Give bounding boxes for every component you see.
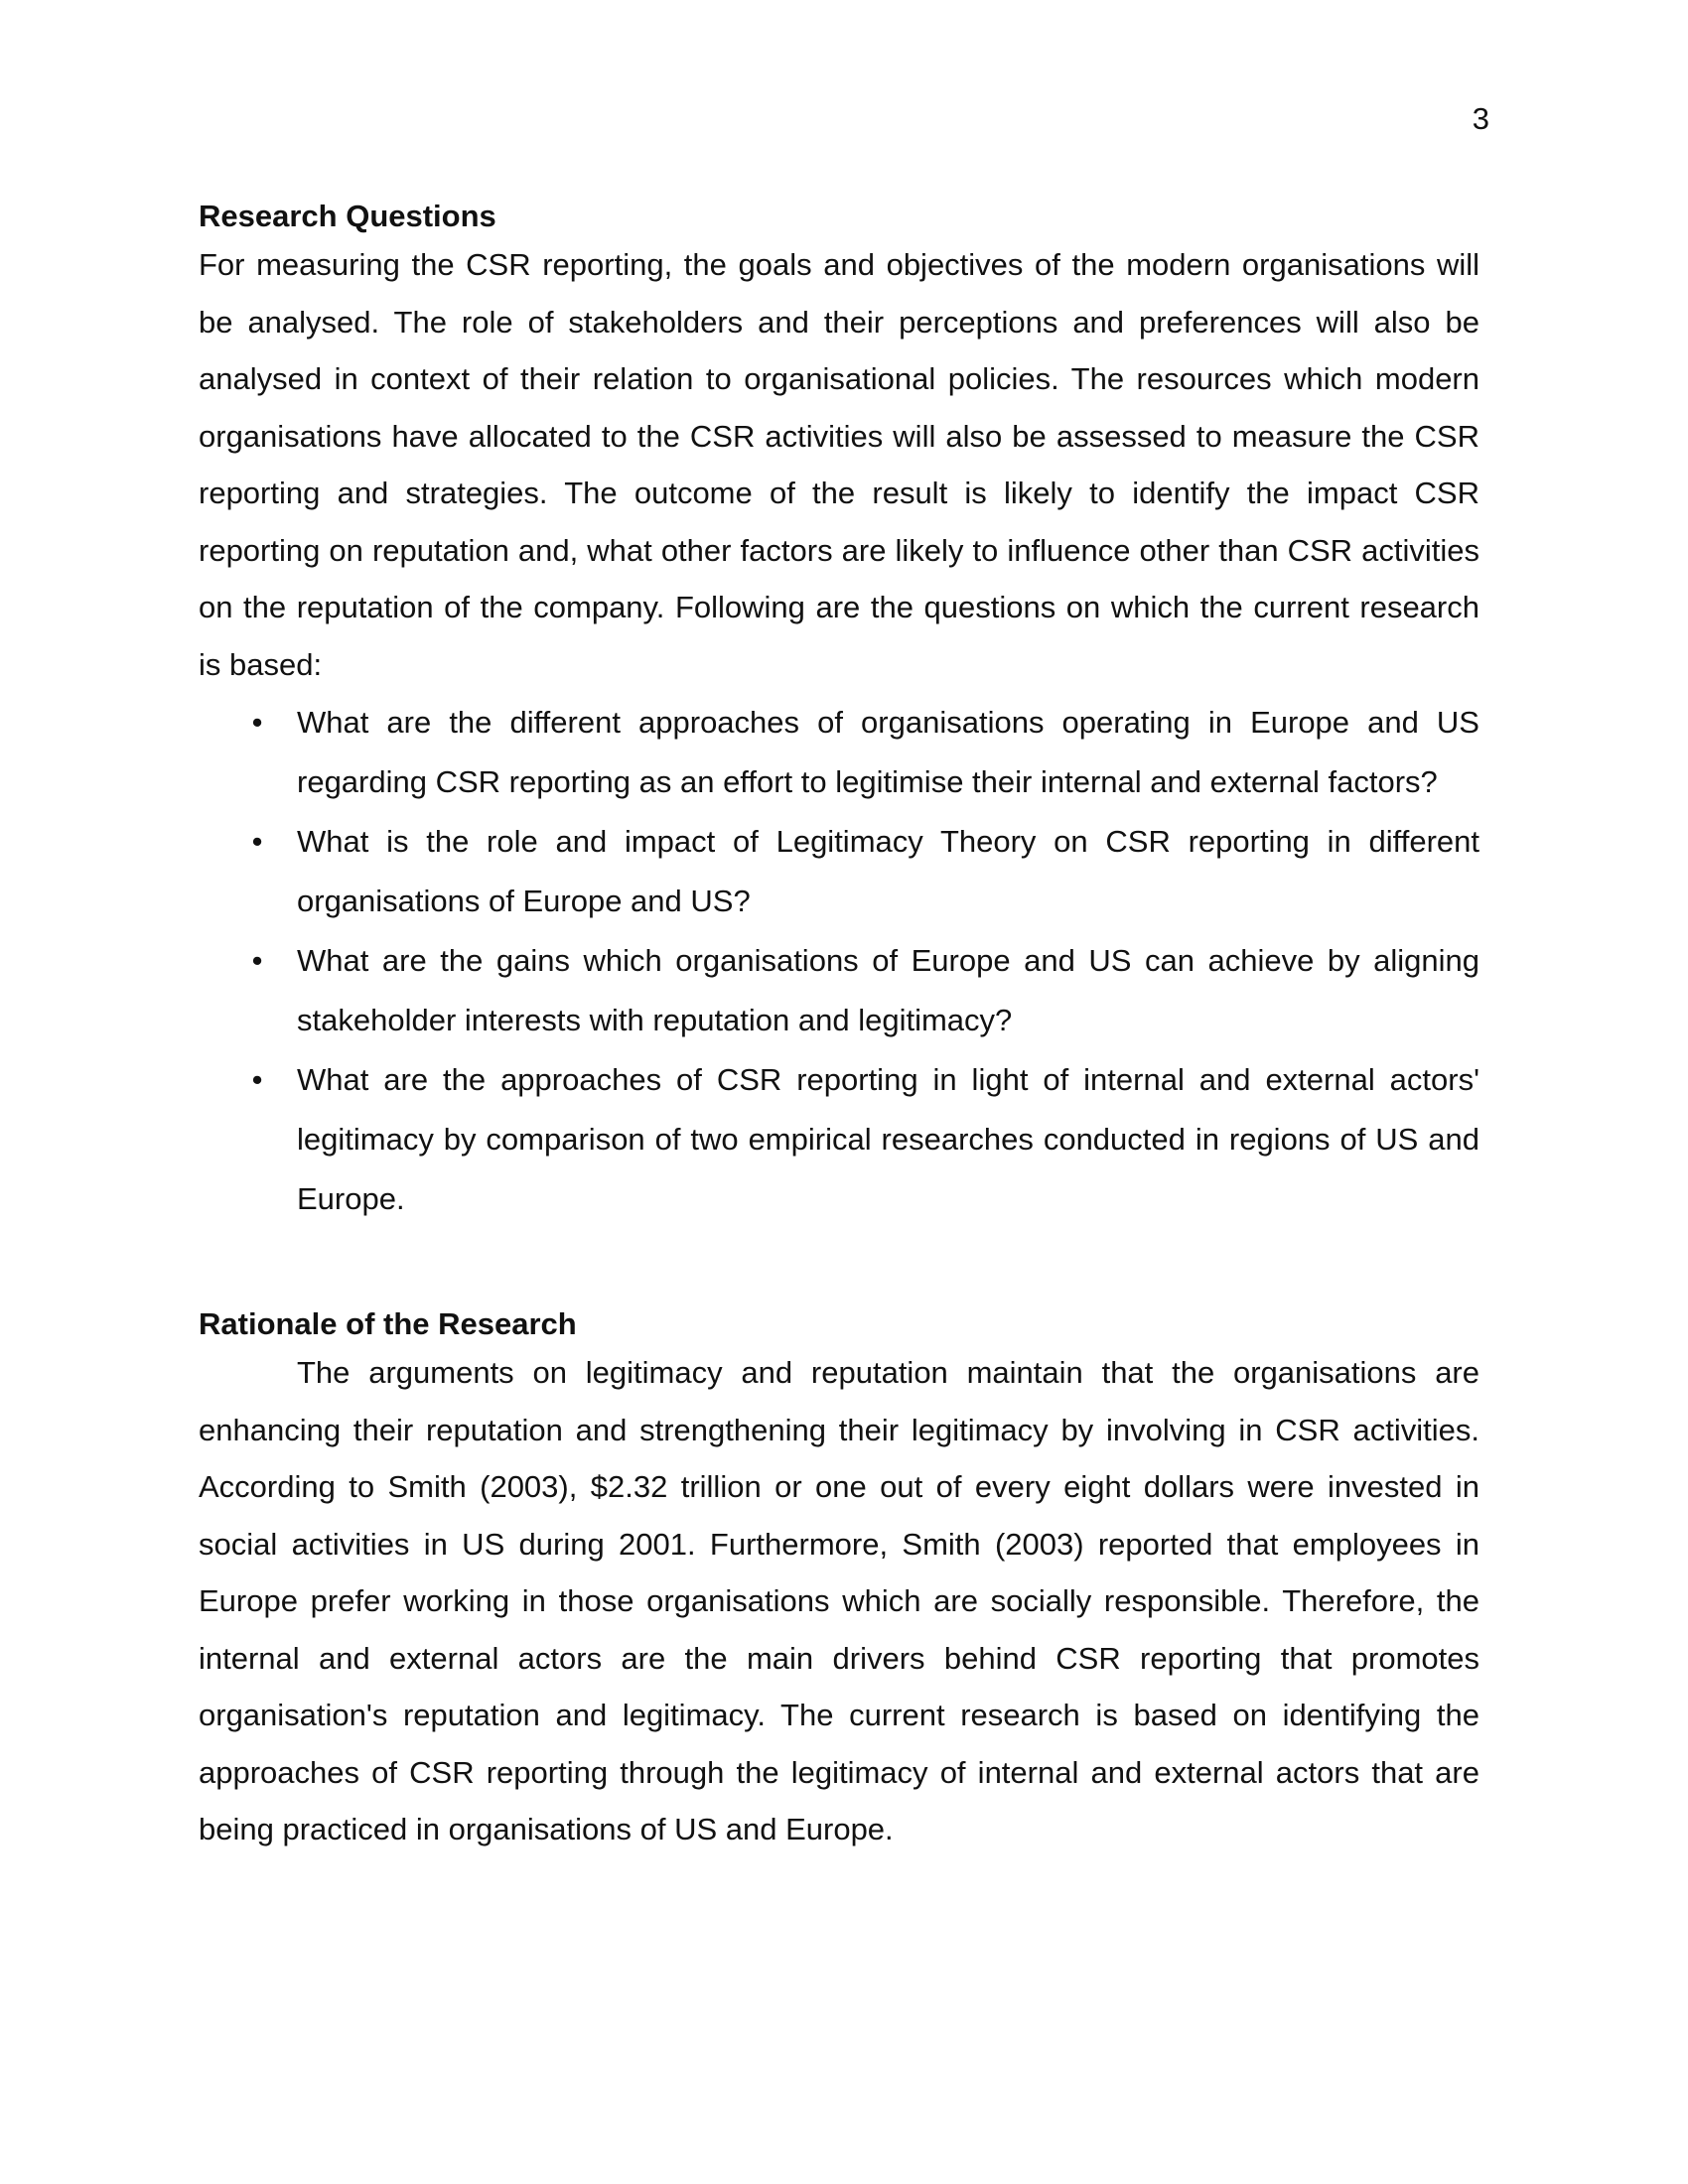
research-questions-list: [199, 693, 1479, 1229]
rationale-section: [199, 1304, 1479, 1858]
rationale-paragraph: The arguments on legitimacy and reputation maintain that the organisations are enhancing their reputation and strengthening their legitimacy by involving in CSR activities. According to Smith (2003), $2.32 trillion or one out of every eight dollars were invested in social activities in US during 2001. Furthermore, Smith (2003) reported that employees in Europe prefer working in those organisations which are socially responsible. Therefore, the internal and external actors are the main drivers behind CSR reporting that promotes organisation's reputation and legitimacy. The current research is based on identifying the approaches of CSR reporting through the legitimacy of internal and external actors that are being practiced in organisations of US and Europe.: [199, 1355, 1479, 1846]
list-item: [199, 931, 1479, 1050]
rationale-heading: Rationale of the Research: [199, 1306, 577, 1341]
question-text: What is the role and impact of Legitimacy Theory on CSR reporting in different organisations of Europe and US?: [297, 824, 1479, 918]
question-text: What are the gains which organisations of Europe and US can achieve by aligning stakeholder interests with reputation and legitimacy?: [297, 943, 1479, 1037]
bullet-icon: •: [251, 824, 263, 859]
question-text: What are the approaches of CSR reporting in light of internal and external actors' legitimacy by comparison of two empirical researches conducted in regions of US and Europe.: [297, 1062, 1479, 1216]
page-number: 3: [1472, 101, 1489, 136]
bullet-icon: •: [251, 943, 263, 978]
bullet-icon: •: [251, 1062, 263, 1097]
research-questions-heading: Research Questions: [199, 199, 496, 233]
bullet-icon: •: [251, 705, 263, 740]
research-questions-paragraph: For measuring the CSR reporting, the goals and objectives of the modern organisations will be analysed. The role of stakeholders and their perceptions and preferences will also be analysed in context of their relation to organisational policies. The resources which modern organisations have allocated to the CSR activities will also be assessed to measure the CSR reporting and strategies. The outcome of the result is likely to identify the impact CSR reporting on reputation and, what other factors are likely to influence other than CSR activities on the reputation of the company. Following are the questions on which the current research is based:: [199, 247, 1479, 682]
list-item: [199, 1050, 1479, 1229]
list-item: [199, 812, 1479, 931]
document-body: [199, 197, 1479, 1858]
list-item: [199, 693, 1479, 812]
research-questions-section: [199, 197, 1479, 1229]
question-text: What are the different approaches of organisations operating in Europe and US regarding CSR reporting as an effort to legitimise their internal and external factors?: [297, 705, 1479, 799]
